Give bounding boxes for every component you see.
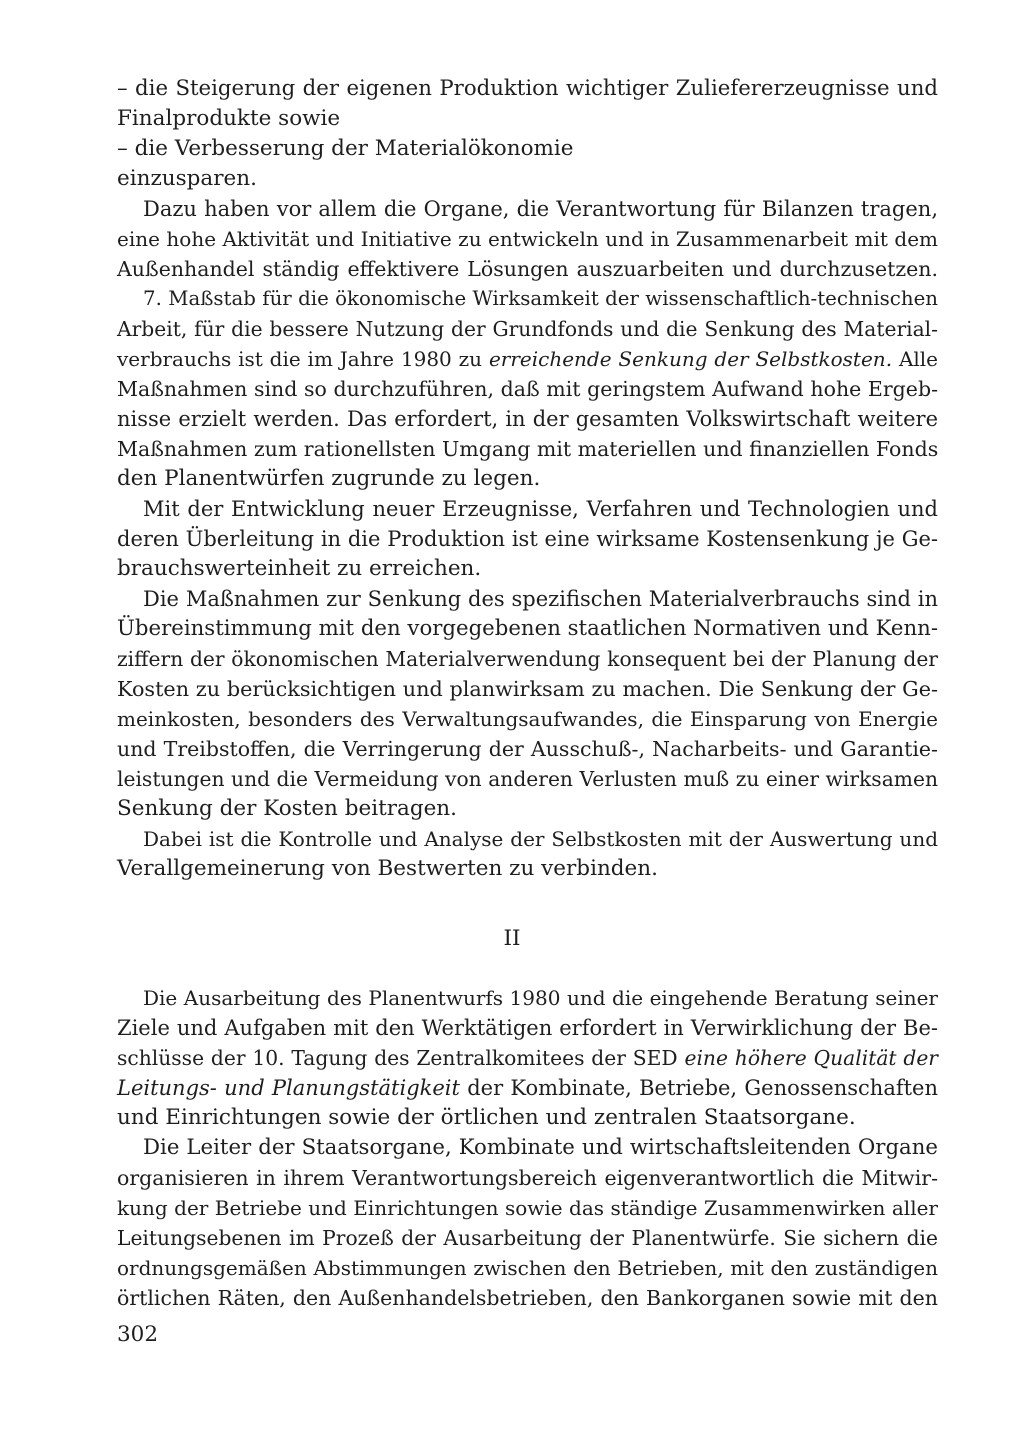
section-heading: II xyxy=(503,926,521,951)
text-line: den Planentwürfen zugrunde zu legen. xyxy=(117,466,541,491)
text-line: und Treibstoffen, die Verringerung der Ausschuß-, Nacharbeits- und Garantie- xyxy=(117,737,938,761)
text-run: verbrauchs ist die im Jahre 1980 zu xyxy=(117,347,483,371)
emphasis-text: eine höhere Qualität der xyxy=(684,1046,938,1070)
text-line: örtlichen Räten, den Außenhandelsbetrieben, den Bankorganen sowie mit den xyxy=(117,1286,938,1310)
text-line: ziffern der ökonomischen Materialverwendung konsequent bei der Planung der xyxy=(117,647,938,671)
text-line: – die Verbesserung der Materialökonomie xyxy=(117,136,574,161)
text-line: eine hohe Aktivität und Initiative zu entwickeln und in Zusammenarbeit mit dem xyxy=(117,227,938,251)
text-line: Maßnahmen zum rationellsten Umgang mit materiellen und finanziellen Fonds xyxy=(117,437,939,461)
text-line: Kosten zu berücksichtigen und planwirksam zu machen. Die Senkung der Ge- xyxy=(117,677,938,701)
emphasis-text: Leitungs- und Planungstätigkeit xyxy=(117,1076,460,1100)
text-line: Die Ausarbeitung des Planentwurfs 1980 und die eingehende Beratung seiner xyxy=(143,986,938,1010)
text-line: Dabei ist die Kontrolle und Analyse der Selbstkosten mit der Auswertung und xyxy=(143,827,938,851)
text-line xyxy=(117,1073,938,1103)
text-line: Dazu haben vor allem die Organe, die Verantwortung für Bilanzen tragen, xyxy=(143,197,938,221)
text-line: nisse erzielt werden. Das erfordert, in der gesamten Volkswirtschaft weitere xyxy=(117,407,938,431)
text-line: deren Überleitung in die Produktion ist eine wirksame Kostensenkung je Ge- xyxy=(117,527,938,551)
body-text-upper xyxy=(117,74,938,884)
text-line: kung der Betriebe und Einrichtungen sowie das ständige Zusammenwirken aller xyxy=(117,1196,938,1220)
text-line xyxy=(117,344,938,374)
text-line: Außenhandel ständig effektivere Lösungen auszuarbeiten und durchzusetzen. xyxy=(117,257,938,281)
text-line: brauchswerteinheit zu erreichen. xyxy=(117,556,482,581)
text-run: der Kombinate, Betriebe, Genossenschaften xyxy=(467,1076,938,1100)
text-line: 7. Maßstab für die ökonomische Wirksamkeit der wissenschaftlich-technischen xyxy=(143,287,938,310)
text-line: organisieren in ihrem Verantwortungsbereich eigenverantwortlich die Mitwir- xyxy=(117,1166,938,1190)
body-text-lower xyxy=(117,983,938,1313)
text-line xyxy=(117,1043,938,1073)
text-line: Mit der Entwicklung neuer Erzeugnisse, Verfahren und Technologien und xyxy=(143,497,938,521)
text-line: Verallgemeinerung von Bestwerten zu verbinden. xyxy=(117,856,658,881)
text-line: Maßnahmen sind so durchzuführen, daß mit geringstem Aufwand hohe Ergeb- xyxy=(117,377,938,401)
text-line: Leitungsebenen im Prozeß der Ausarbeitung der Planentwürfe. Sie sichern die xyxy=(117,1226,938,1250)
page-number: 302 xyxy=(117,1322,159,1347)
text-line: Finalprodukte sowie xyxy=(117,106,341,131)
emphasis-text: erreichende Senkung der Selbstkosten. xyxy=(488,347,893,371)
text-line: Senkung der Kosten beitragen. xyxy=(117,796,457,821)
text-line: leistungen und die Vermeidung von anderen Verlusten muß zu einer wirksamen xyxy=(117,767,938,791)
text-line: Übereinstimmung mit den vorgegebenen staatlichen Normativen und Kenn- xyxy=(117,616,939,641)
text-line: Die Maßnahmen zur Senkung des spezifischen Materialverbrauchs sind in xyxy=(143,587,938,611)
text-run: Alle xyxy=(898,347,939,371)
text-line: – die Steigerung der eigenen Produktion wichtiger Zuliefererzeugnisse und xyxy=(117,76,938,101)
text-line: meinkosten, besonders des Verwaltungsaufwandes, die Einsparung von Energie xyxy=(117,707,938,731)
text-line: Ziele und Aufgaben mit den Werktätigen erfordert in Verwirklichung der Be- xyxy=(117,1016,938,1040)
text-line: Die Leiter der Staatsorgane, Kombinate und wirtschaftsleitenden Organe xyxy=(143,1135,938,1160)
text-line: ordnungsgemäßen Abstimmungen zwischen den Betrieben, mit den zuständigen xyxy=(117,1256,938,1280)
text-run: schlüsse der 10. Tagung des Zentralkomitees der SED xyxy=(117,1046,678,1070)
text-line: und Einrichtungen sowie der örtlichen und zentralen Staatsorgane. xyxy=(117,1105,856,1130)
text-line: einzusparen. xyxy=(117,166,257,191)
text-line: Arbeit, für die bessere Nutzung der Grundfonds und die Senkung des Material- xyxy=(117,317,938,341)
